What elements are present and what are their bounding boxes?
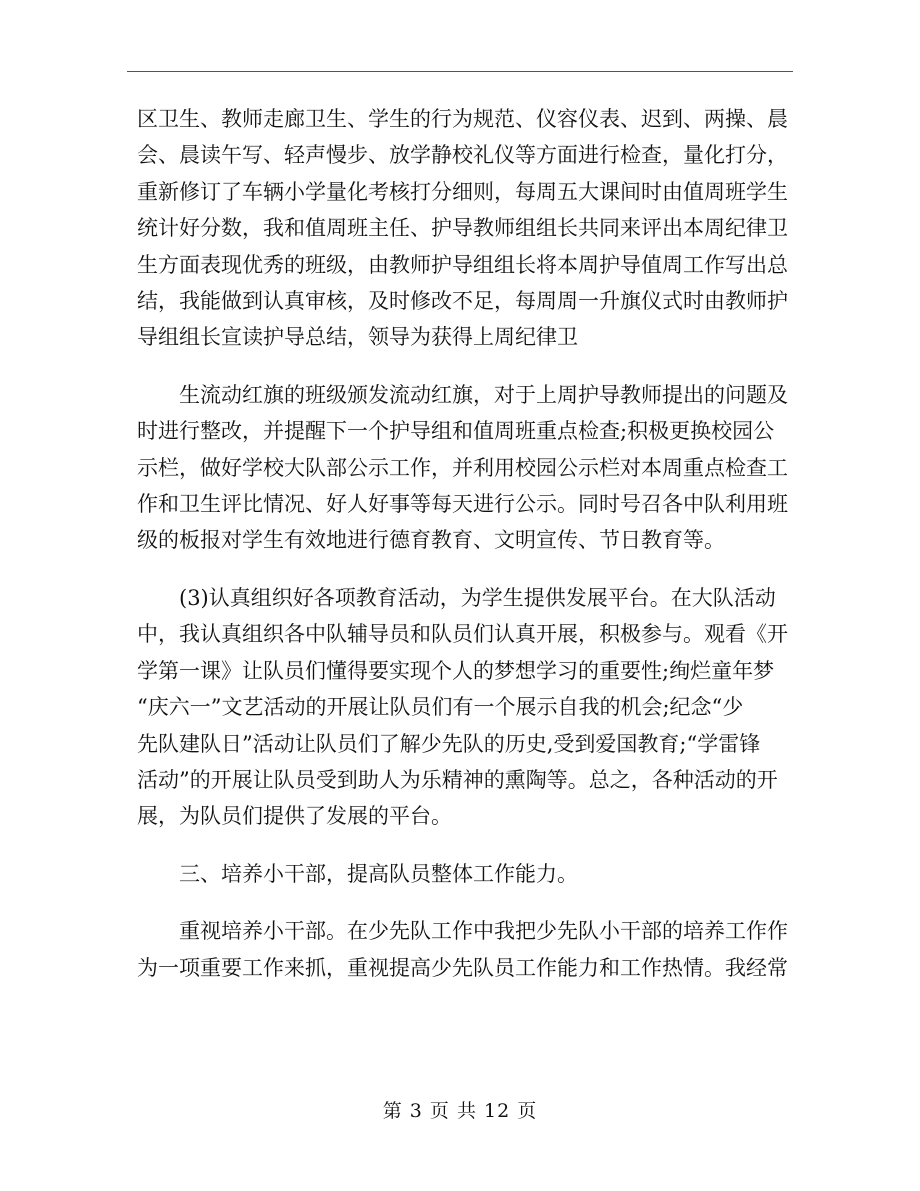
paragraph-3	[137, 580, 797, 835]
text-line: 为一项重要工作来抓，重视提高少先队员工作能力和工作热情。我经常	[137, 955, 788, 980]
paragraph-gap	[137, 892, 797, 913]
text-line: “庆六一”文艺活动的开展让队员们有一个展示自我的机会;纪念“少	[137, 695, 744, 720]
text-line: 统计好分数，我和值周班主任、护导教师组组长共同来评出本周纪律卫	[137, 216, 788, 241]
paragraph-1	[137, 101, 797, 356]
text-line: 生方面表现优秀的班级，由教师护导组组长将本周护导值周工作写出总	[137, 252, 788, 277]
text-line: 三、培养小干部，提高队员整体工作能力。	[179, 861, 578, 886]
text-line: 学第一课》让队员们懂得要实现个人的梦想学习的重要性;绚烂童年梦	[137, 658, 775, 683]
text-line: 示栏，做好学校大队部公示工作，并利用校园公示栏对本周重点检查工	[137, 455, 788, 480]
text-line: 展，为队员们提供了发展的平台。	[137, 804, 452, 829]
text-line: 导组组长宣读护导总结，领导为获得上周纪律卫	[137, 325, 578, 350]
page-number-footer: 第 3 页 共 12 页	[382, 1100, 538, 1122]
text-line: 重视培养小干部。在少先队工作中我把少先队小干部的培养工作作	[179, 919, 788, 944]
paragraph-2	[137, 377, 797, 559]
text-line: 会、晨读午写、轻声慢步、放学静校礼仪等方面进行检查，量化打分，	[137, 143, 788, 168]
text-line: 级的板报对学生有效地进行德育教育、文明宣传、节日教育等。	[137, 528, 725, 553]
text-line: 重新修订了车辆小学量化考核打分细则，每周五大课间时由值周班学生	[137, 179, 788, 204]
text-line: 时进行整改，并提醒下一个护导组和值周班重点检查;积极更换校园公	[137, 419, 775, 444]
section-heading	[137, 856, 797, 892]
paragraph-5	[137, 913, 797, 986]
text-line: 作和卫生评比情况、好人好事等每天进行公示。同时号召各中队利用班	[137, 492, 788, 517]
text-line: 区卫生、教师走廊卫生、学生的行为规范、仪容仪表、迟到、两操、晨	[137, 107, 788, 131]
paragraph-gap	[137, 356, 797, 377]
paragraph-gap	[137, 559, 797, 580]
text-line: (3)认真组织好各项教育活动，为学生提供发展平台。在大队活动	[179, 585, 776, 610]
header-rule	[127, 71, 793, 72]
text-line: 生流动红旗的班级颁发流动红旗，对于上周护导教师提出的问题及	[179, 382, 788, 407]
text-line: 先队建队日”活动让队员们了解少先队的历史,受到爱国教育;“学雷锋	[137, 731, 761, 756]
text-line: 结，我能做到认真审核，及时修改不足，每周周一升旗仪式时由教师护	[137, 289, 788, 314]
paragraph-gap	[137, 835, 797, 856]
text-line: 中，我认真组织各中队辅导员和队员们认真开展，积极参与。观看《开	[137, 622, 788, 647]
body-text	[137, 101, 797, 986]
text-line: 活动”的开展让队员受到助人为乐精神的熏陶等。总之，各种活动的开	[137, 767, 778, 792]
